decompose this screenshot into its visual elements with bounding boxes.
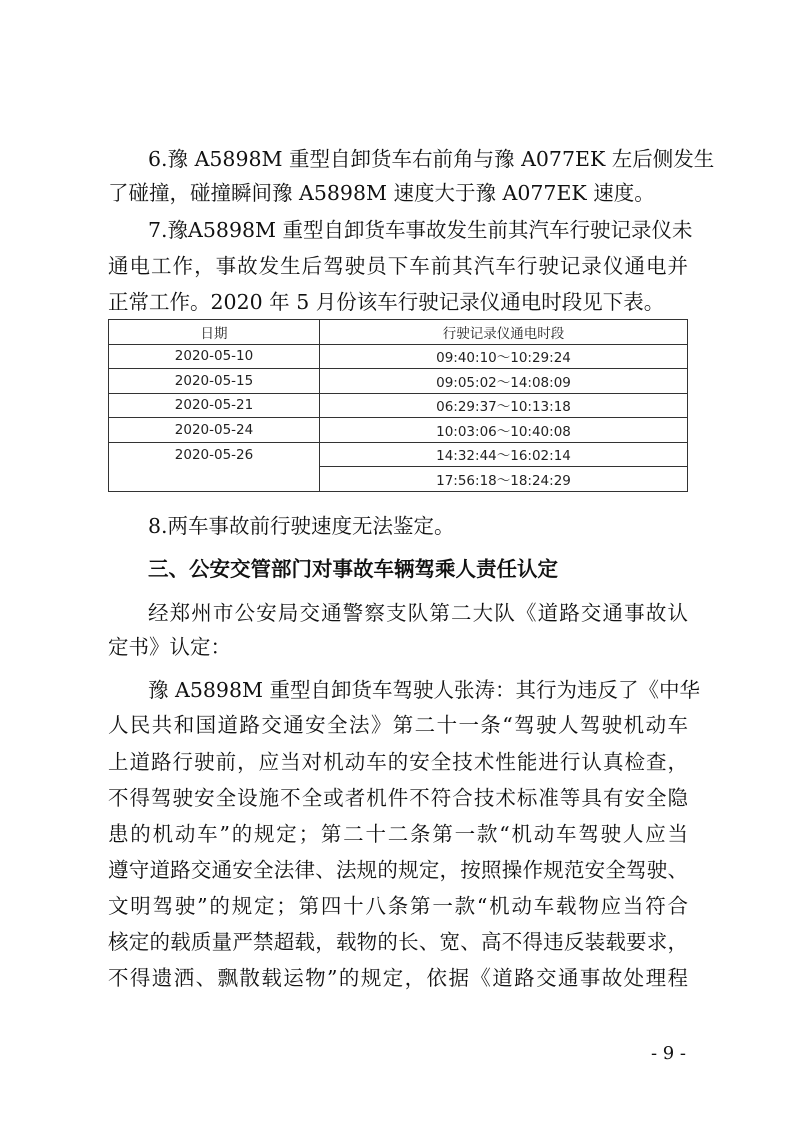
recorder-power-table xyxy=(108,319,688,492)
paragraph-7-line-3: 正常工作。2020 年 5 月份该车行驶记录仪通电时段见下表。 xyxy=(108,290,665,314)
paragraph-10-line-6: 遵守道路交通安全法律、法规的规定，按照操作规范安全驾驶、 xyxy=(108,858,688,882)
paragraph-10-line-1: 豫 A5898M 重型自卸货车驾驶人张涛：其行为违反了《中华 xyxy=(148,678,700,702)
table-cell-date: 2020-05-15 xyxy=(109,369,320,394)
table-cell-date: 2020-05-26 xyxy=(109,442,320,491)
table-header-row xyxy=(109,320,688,345)
table-cell-date: 2020-05-24 xyxy=(109,418,320,443)
table-row xyxy=(109,418,688,443)
paragraph-8: 8.两车事故前行驶速度无法鉴定。 xyxy=(148,514,455,538)
table-cell-date: 2020-05-10 xyxy=(109,344,320,369)
table-row xyxy=(109,393,688,418)
paragraph-10-line-8: 核定的载质量严禁超载，载物的长、宽、高不得违反装载要求， xyxy=(108,930,688,954)
page-number-text: - 9 - xyxy=(650,1043,686,1064)
paragraph-7-line-2: 通电工作，事故发生后驾驶员下车前其汽车行驶记录仪通电并 xyxy=(108,254,688,278)
table-header-date: 日期 xyxy=(109,320,320,345)
table-cell-period: 06:29:37～10:13:18 xyxy=(320,393,688,418)
paragraph-10-line-2: 人民共和国道路交通安全法》第二十一条“驾驶人驾驶机动车 xyxy=(108,713,688,737)
paragraph-6-line-1: 6.豫 A5898M 重型自卸货车右前角与豫 A077EK 左后侧发生 xyxy=(148,147,715,171)
table-cell-period: 09:40:10～10:29:24 xyxy=(320,344,688,369)
table-cell-date: 2020-05-21 xyxy=(109,393,320,418)
table-row xyxy=(109,442,688,467)
table-cell-period: 17:56:18～18:24:29 xyxy=(320,467,688,492)
table-cell-period: 10:03:06～10:40:08 xyxy=(320,418,688,443)
table-row xyxy=(109,369,688,394)
paragraph-10-line-9: 不得遗洒、飘散载运物”的规定，依据《道路交通事故处理程 xyxy=(108,966,688,990)
table-cell-period: 14:32:44～16:02:14 xyxy=(320,442,688,467)
paragraph-9-line-1: 经郑州市公安局交通警察支队第二大队《道路交通事故认 xyxy=(148,601,688,625)
paragraph-9-line-2: 定书》认定： xyxy=(108,635,231,659)
paragraph-10-line-5: 患的机动车”的规定；第二十二条第一款“机动车驾驶人应当 xyxy=(108,822,688,846)
page-number xyxy=(0,1043,793,1064)
table-row xyxy=(109,344,688,369)
paragraph-7-line-1: 7.豫A5898M 重型自卸货车事故发生前其汽车行驶记录仪未 xyxy=(148,218,693,242)
section-3-heading: 三、公安交管部门对事故车辆驾乘人责任认定 xyxy=(148,557,558,581)
paragraph-10-line-4: 不得驾驶安全设施不全或者机件不符合技术标准等具有安全隐 xyxy=(108,786,688,810)
paragraph-10-line-7: 文明驾驶”的规定；第四十八条第一款“机动车载物应当符合 xyxy=(108,894,688,918)
paragraph-6-line-2: 了碰撞，碰撞瞬间豫 A5898M 速度大于豫 A077EK 速度。 xyxy=(108,181,655,205)
table-header-period: 行驶记录仪通电时段 xyxy=(320,320,688,345)
table-cell-period: 09:05:02～14:08:09 xyxy=(320,369,688,394)
paragraph-10-line-3: 上道路行驶前，应当对机动车的安全技术性能进行认真检查， xyxy=(108,750,688,774)
